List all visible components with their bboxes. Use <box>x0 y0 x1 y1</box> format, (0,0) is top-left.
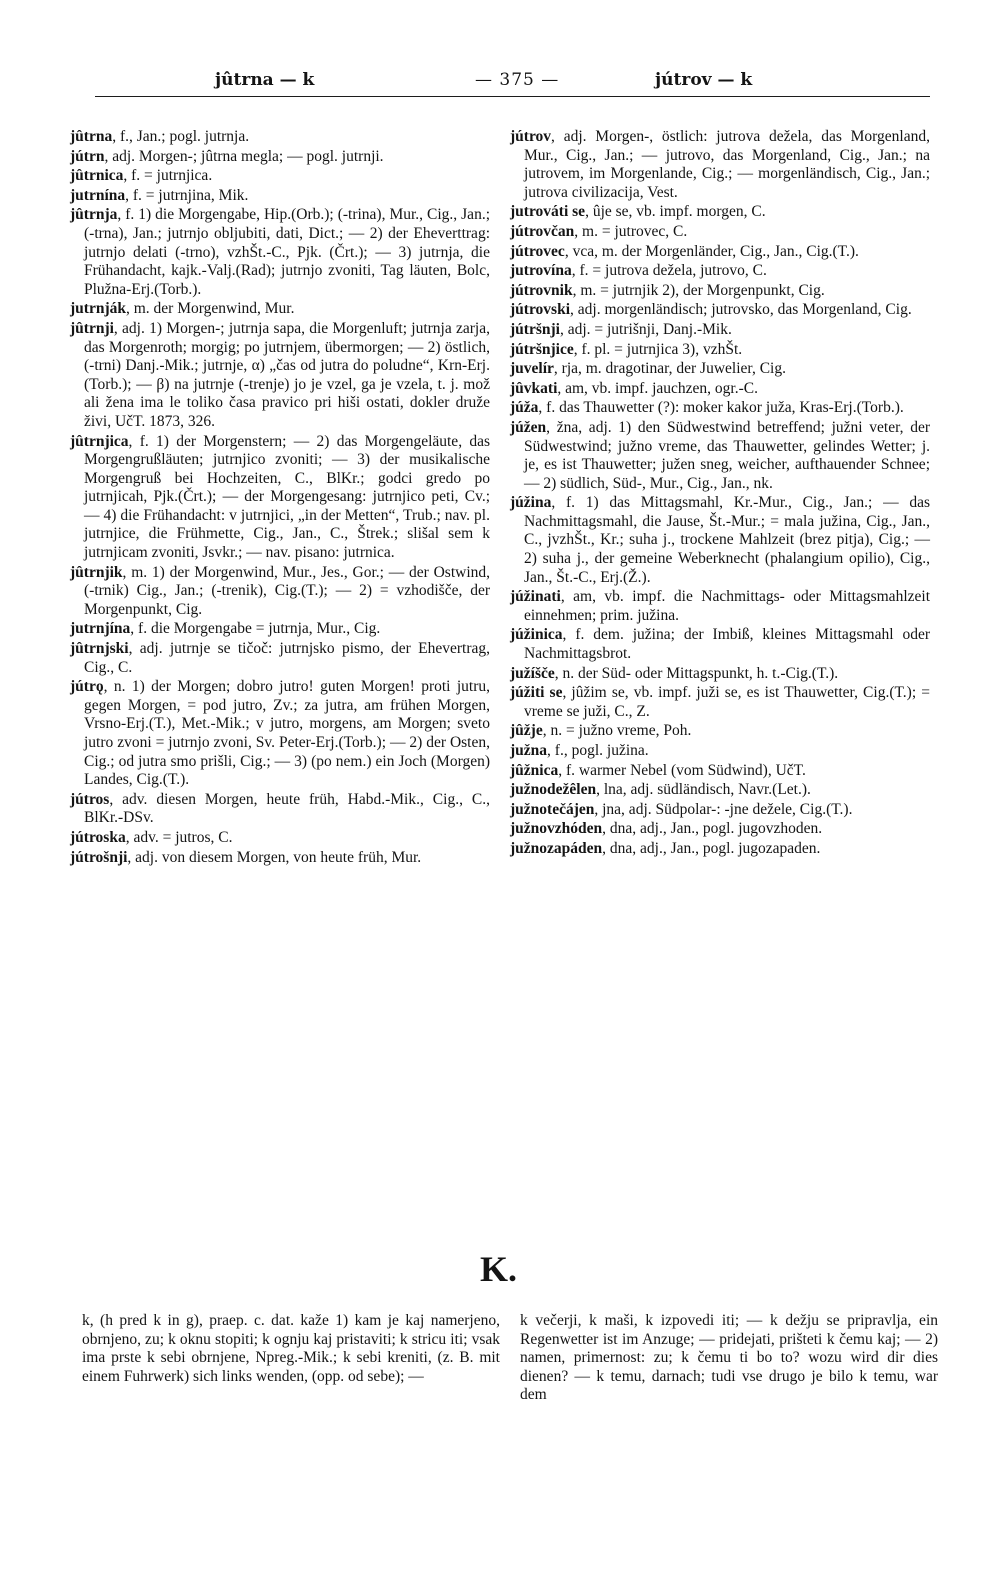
dictionary-entry <box>70 640 490 677</box>
dictionary-entry <box>70 206 490 299</box>
dictionary-entry <box>510 301 930 320</box>
dictionary-entry <box>70 148 490 167</box>
entry-definition: , f. warmer Nebel (vom Südwind), UčT. <box>558 761 806 779</box>
entry-headword: júžina <box>510 494 552 512</box>
entry-definition: , adj. Morgen-; jûtrna megla; — pogl. jutrnji. <box>104 147 384 165</box>
entry-headword: júža <box>510 399 539 417</box>
dictionary-entry <box>70 791 490 828</box>
entry-definition: , f. das Thauwetter (?): moker kakor juža, Kras-Erj.(Torb.). <box>538 399 904 417</box>
entry-headword: južnodežêlen <box>510 781 597 799</box>
entry-headword: južnovzhóden <box>510 820 603 838</box>
entry-definition: , ûje se, vb. impf. morgen, C. <box>585 203 766 221</box>
entry-k-text: k, (h pred k in g), praep. c. dat. kaže 1) kam je kaj namerjeno, obrnjeno, zu; k oknu stopiti; k ognju kaj pristaviti; k stricu iti; vsak ima prste k sebi obrnjene, Npreg.-Mik.; k sebi kreniti, (z. B. mit einem Fuhrwerk) sich links wenden, (opp. od sebe); — <box>82 1312 500 1385</box>
dictionary-entry <box>70 678 490 790</box>
entry-definition: , f., pogl. južina. <box>547 742 649 759</box>
entry-headword: jútrov <box>510 128 552 145</box>
dictionary-entry <box>510 399 930 418</box>
entry-definition: , adj. von diesem Morgen, von heute früh, Mur. <box>127 848 422 866</box>
entry-definition: , jna, adj. Südpolar-: -jne deželе, Cig.(T.). <box>594 800 853 818</box>
entry-headword: júžen <box>510 418 547 436</box>
entry-definition: , f. dem. južina; der Imbiß, kleines Mittagsmahl oder Nachmittagsbrot. <box>524 626 930 663</box>
dictionary-entry <box>70 829 490 848</box>
entry-headword: jútros <box>70 790 110 808</box>
dictionary-entry <box>510 360 930 379</box>
entry-definition: , f. pl. = jutrnjica 3), vzhŠt. <box>573 340 743 358</box>
dictionary-entry <box>510 419 930 493</box>
entry-definition: , dna, adj., Jan., pogl. jugovzhoden. <box>602 820 823 838</box>
dictionary-entry <box>510 262 930 281</box>
page-header <box>95 64 930 97</box>
entry-headword: jûtrnica <box>70 167 124 185</box>
entry-definition: , adj. 1) Morgen-; jutrnja sapa, die Morgenluft; jutrnja zarja, das Morgenroth; morgig; po jutrnjem, übermorgen; — 2) östlich, (-trni) Danj.-Mik.; jutrnje, α) „čas od jutra do poludne“, Krn-Erj.(Torb.); — β) na jutrnje (-trenje) jo je vzel, ga je vzela, t. j. mož ali žena ima le toliko časa pravico pri hiši ostati, dokler druže živi, UčT. 1873, 326. <box>84 319 490 430</box>
dictionary-entry <box>510 742 930 761</box>
entry-headword: jûtrnji <box>70 319 114 337</box>
entry-headword: jútrovski <box>510 301 571 319</box>
entry-headword: južíšče <box>510 664 555 682</box>
entry-headword: júžinica <box>510 626 563 644</box>
entry-headword: jútršnji <box>510 320 560 338</box>
section-letter: K. <box>480 1249 518 1289</box>
entry-definition: , žna, adj. 1) den Südwestwind betreffend; južni veter, der Südwestwind; južno vreme, das Thauwetter, gelindes Wetter; j. je, es ist Thauwetter; južen sneg, weicher, aufthauender Schnee; — 2) südlich, Süd-, Mur., Cig., Jan., nk. <box>524 418 930 492</box>
entry-definition: , m. 1) der Morgenwind, Mur., Jes., Gor.; — der Ostwind, (-trnik) Cig., Jan.; (-trenik), Cig.(T.); — 2) = vzhodišče, der Morgenpunkt, Cig. <box>84 563 490 618</box>
header-left-guideword: jûtrna — k <box>215 70 315 90</box>
entry-headword: jutrovína <box>510 262 572 280</box>
entry-definition: , m. der Morgenwind, Mur. <box>125 300 295 318</box>
dictionary-entry <box>510 762 930 781</box>
entry-headword: jútrovčan <box>510 222 575 240</box>
dictionary-entry <box>510 203 930 222</box>
header-right-guideword: jútrov — k <box>655 70 753 90</box>
entry-definition: , m. = jutrnjik 2), der Morgenpunkt, Cig. <box>572 281 825 299</box>
entry-headword: jûvkati <box>510 379 558 397</box>
entry-definition: , dna, adj., Jan., pogl. jugozapaden. <box>602 839 821 857</box>
entry-definition: , lna, adj. südländisch, Navr.(Let.). <box>596 781 811 799</box>
entry-definition: , adv. diesen Morgen, heute früh, Habd.-Mik., Cig., C., BlKr.-DSv. <box>84 790 490 827</box>
dictionary-entry <box>510 128 930 202</box>
dictionary-entry <box>510 626 930 663</box>
entry-headword: jútrn <box>70 147 105 165</box>
entry-definition: , n. 1) der Morgen; dobro jutro! guten Morgen! proti jutru, gegen Morgen, = pod jutro, Zv.; za jutra, am frühen Morgen, Vrsno-Erj.(T.), Met.-Mik.; v jutro, morgens, am Morgen; sveto jutro zvoni = jutrnjo zvoni, Sv. Peter-Erj.(Torb.); — 2) der Osten, Cig.; od jutra smo prišli, Cig.; — 3) (po nem.) ein Joch (Morgen) Landes, Cig.(T.). <box>84 678 490 789</box>
dictionary-entry <box>510 341 930 360</box>
entry-headword: jûtrna <box>70 128 113 145</box>
entry-definition: , adj. morgenländisch; jutrovsko, das Morgenland, Cig. <box>570 301 912 319</box>
dictionary-entry <box>510 494 930 587</box>
entry-definition: , f. = jutrnjica. <box>123 167 213 185</box>
entry-headword: jutrnjína <box>70 620 131 638</box>
entry-definition: , f. = jutrova dežela, jutrovo, C. <box>571 262 767 280</box>
dictionary-entry <box>510 243 930 262</box>
entry-definition: , f. = jutrnjina, Mik. <box>125 186 249 204</box>
left-column <box>70 128 490 868</box>
dictionary-entry <box>510 321 930 340</box>
entry-headword: jútrošnji <box>70 848 128 866</box>
entry-definition: , f. die Morgengabe = jutrnja, Mur., Cig. <box>130 620 381 638</box>
entry-headword: júžiti se <box>510 684 563 702</box>
entry-headword: južnozapáden <box>510 839 603 857</box>
entry-headword: juvelír <box>510 360 554 378</box>
bottom-right-column <box>520 1312 938 1405</box>
entry-headword: jútrǫ <box>70 678 104 696</box>
dictionary-entry <box>70 128 490 147</box>
dictionary-entry <box>510 223 930 242</box>
dictionary-entry <box>70 320 490 432</box>
dictionary-entry <box>510 665 930 684</box>
entry-headword: jútrovec <box>510 242 565 260</box>
dictionary-entry <box>510 840 930 859</box>
dictionary-entry <box>510 588 930 625</box>
entry-definition: , vca, m. der Morgenländer, Cig., Jan., Cig.(T.). <box>564 242 859 260</box>
dictionary-entry <box>70 167 490 186</box>
entry-headword: jûžnica <box>510 761 559 779</box>
entry-definition: , n. = južno vreme, Poh. <box>542 722 692 740</box>
right-column <box>510 128 930 860</box>
dictionary-entry <box>70 300 490 319</box>
entry-definition: , f., Jan.; pogl. jutrnja. <box>112 128 250 145</box>
entry-k-continuation: k večerji, k maši, k izpovedi iti; — k dežju se pripravlja, ein Regenwetter ist im Anzuge; — pridejati, prišteti k čemu kaj; — 2) namen, primernost: zu; k čemu ti bo to? wozu wird dir dies dienen? — k temu, darnach; tudi vse drugo je bilo k temu, war dem <box>520 1312 938 1404</box>
dictionary-entry <box>510 684 930 721</box>
entry-headword: jûtrnjski <box>70 640 129 658</box>
entry-headword: jútršnjice <box>510 340 574 358</box>
entry-definition: , rja, m. dragotinar, der Juwelier, Cig. <box>553 360 786 378</box>
entry-headword: južnotečájen <box>510 800 595 818</box>
entry-definition: , m. = jutrovec, C. <box>574 222 688 240</box>
entry-headword: jûžje <box>510 722 543 740</box>
entry-headword: jútroska <box>70 828 126 846</box>
entry-definition: , adj. jutrnje se tičoč: jutrnjsko pismo, der Ehevertrag, Cig., C. <box>84 640 490 676</box>
dictionary-entry <box>510 722 930 741</box>
dictionary-entry <box>70 849 490 868</box>
entry-definition: , f. 1) der Morgenstern; — 2) das Morgengeläute, das Morgengrußläuten; jutrnjico zvoniti; — 3) der musikalische Morgengruß bei Hochzeiten, C., BlKr.; godci gredo po jutrnjicah, Pjk.(Črt.); — der Morgengesang: jutrnjico peti, Cv.; — 4) die Frühandacht: v jutrnjici, „in der Metten“, Trub.; nav. pl. jutrnjice, die Frühmette, Cig., Jan., C., Štrek.; slišal sem k jutrnjicam zvoniti, Jsvkr.; — nav. pisano: jutrnica. <box>84 432 490 562</box>
entry-definition: , am, vb. impf. die Nachmittags- oder Mittagsmahlzeit einnehmen; prim. južina. <box>524 588 930 624</box>
entry-definition: , n. der Süd- oder Mittagspunkt, h. t.-Cig.(T.). <box>554 664 839 682</box>
dictionary-entry <box>510 282 930 301</box>
dictionary-entry <box>70 433 490 563</box>
entry-definition: , f. 1) das Mittagsmahl, Kr.-Mur., Cig., Jan.; — das Nachmittagsmahl, die Jause, Št.-Mur.; = mala južina, Cig., Jan., C., jvzhŠt., Kr.; suha j., trockene Mahlzeit (brez pitja), Cig.; — 2) suha j., der gemeine Weberknecht (phalangium opilio), Cig., Jan., Št.-C., Erj.(Ž.). <box>524 494 930 586</box>
entry-headword: jûtrnja <box>70 206 118 224</box>
entry-headword: jûtrnjik <box>70 563 123 581</box>
bottom-left-column <box>82 1312 500 1386</box>
dictionary-entry <box>510 801 930 820</box>
entry-definition: , f. 1) die Morgengabe, Hip.(Orb.); (-trina), Mur., Cig., Jan.; (-trna), Jan.; jutrnjo obljubiti, dati, Dict.; — 2) der Eheverttrag: jutrnjo delati (-trno), vzhŠt.-C., Pjk. (Črt.); — 3) jutrnja, die Frühandacht, kajk.-Valj.(Rad); jutrnjo zvoniti, Tag läuten, Bolc, Plužna-Erj.(Torb.). <box>84 206 490 298</box>
dictionary-entry <box>70 564 490 620</box>
page-number: — 375 — <box>475 70 560 90</box>
entry-headword: jutrnják <box>70 300 126 318</box>
entry-definition: , am, vb. impf. jauchzen, ogr.-C. <box>557 379 758 397</box>
entry-definition: , adv. = jutros, C. <box>125 828 233 846</box>
entry-definition: , adj. Morgen-, östlich: jutrova dežela, das Morgenland, Mur., Cig., Jan.; — jutrovo, das Morgenland, Cig., Jan.; na jutrovem, im Morgenlande, Cig.; — morgenländisch, Cig., Jan.; jutrova civilizacija, Vest. <box>524 128 930 201</box>
entry-headword: jutrnína <box>70 186 126 204</box>
entry-headword: júžinati <box>510 588 561 606</box>
entry-definition: , adj. = jutrišnji, Danj.-Mik. <box>559 320 732 338</box>
dictionary-entry <box>510 781 930 800</box>
entry-headword: jutrováti se <box>510 203 586 221</box>
dictionary-entry <box>70 187 490 206</box>
entry-headword: jûtrnjica <box>70 432 129 450</box>
entry-definition: , jûžim se, vb. impf. juži se, es ist Thauwetter, Cig.(T.); = vreme se juži, C., Z. <box>524 684 930 720</box>
dictionary-entry <box>510 820 930 839</box>
entry-headword: južna <box>510 742 548 759</box>
dictionary-entry <box>510 380 930 399</box>
entry-headword: jútrovnik <box>510 281 573 299</box>
dictionary-entry <box>70 620 490 639</box>
